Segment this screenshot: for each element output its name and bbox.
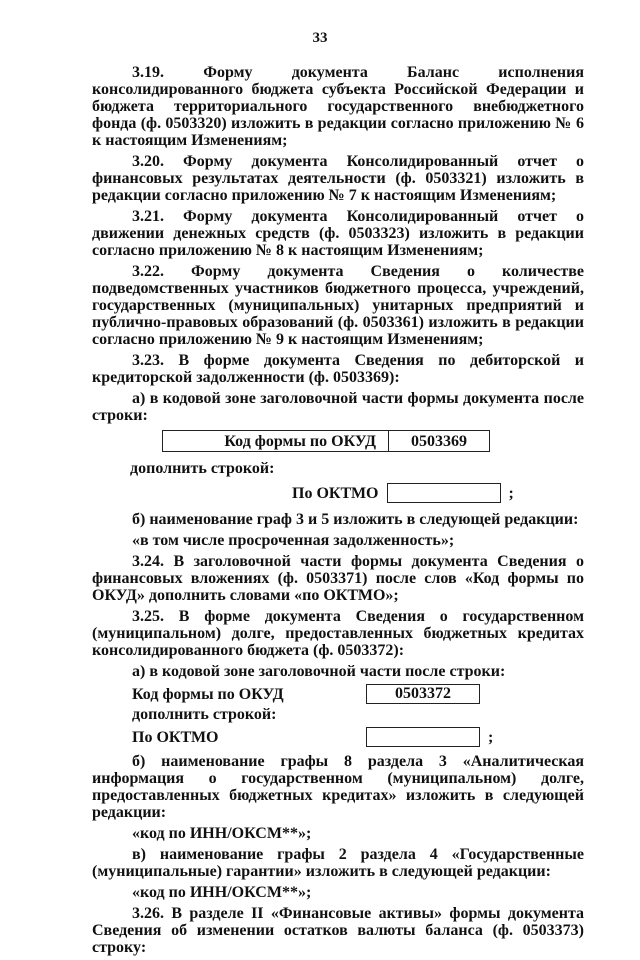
paragraph-3-23: 3.23. В форме документа Сведения по дебиторской и кредиторской задолженности (ф. 0503369): — [92, 352, 584, 386]
add-line-text-2: дополнить строкой: — [132, 706, 277, 723]
oktmo-row — [292, 483, 584, 503]
okud-code-box — [162, 430, 490, 452]
okud-code-value: 0503369 — [388, 431, 489, 451]
page-number: 33 — [312, 30, 328, 46]
oktmo-box — [387, 483, 501, 503]
oktmo-semicolon: ; — [508, 484, 514, 502]
okud-code-row-2 — [92, 684, 584, 704]
document-body — [92, 64, 584, 960]
paragraph-3-19: 3.19. Форму документа Баланс исполнения консолидированного бюджета субъекта Российской Федерации и бюджета территориального государственного внебюджетного фонда (ф. 0503320) изложить в редакции согласно приложению № 6 к настоящим Изменениям; — [92, 64, 584, 149]
add-line-text: дополнить строкой: — [130, 460, 275, 477]
oktmo-label-2: По ОКТМО — [132, 728, 219, 746]
okud-code-value-2: 0503372 — [366, 684, 480, 704]
paragraph-3-23-b: б) наименование граф 3 и 5 изложить в следующей редакции: — [132, 511, 579, 528]
paragraph-3-25: 3.25. В форме документа Сведения о государственном (муниципальном) долге, предоставленных бюджетных кредитах консолидированного бюджета (ф. 0503372): — [92, 608, 584, 659]
paragraph-3-22: 3.22. Форму документа Сведения о количестве подведомственных участников бюджетного процесса, учреждений, государственных (муниципальных) унитарных предприятий и публично-правовых образований (ф. 0503361) изложить в редакции согласно приложению № 9 к настоящим Изменениям; — [92, 263, 584, 348]
okud-code-label: Код формы по ОКУД — [224, 432, 376, 450]
oktmo-label: По ОКТМО — [292, 484, 379, 502]
paragraph-3-24: 3.24. В заголовочной части формы документа Сведения о финансовых вложениях (ф. 0503371) после слов «Код формы по ОКУД» дополнить словами «по ОКТМО»; — [92, 553, 584, 604]
paragraph-3-25-b-quote: «код по ИНН/ОКСМ**»; — [132, 825, 312, 842]
okud-code-row — [92, 430, 584, 452]
paragraph-3-25-b: б) наименование графы 8 раздела 3 «Аналитическая информация о государственном (муниципальном) долге, предоставленных бюджетных кредитах» изложить в следующей редакции: — [92, 753, 584, 821]
paragraph-3-23-a: а) в кодовой зоне заголовочной части формы документа после строки: — [92, 390, 584, 424]
oktmo-semicolon-2: ; — [488, 728, 494, 746]
oktmo-box-2 — [366, 727, 480, 747]
paragraph-3-20: 3.20. Форму документа Консолидированный отчет о финансовых результатах деятельности (ф. 0503321) изложить в редакции согласно приложению № 7 к настоящим Изменениям; — [92, 153, 584, 204]
paragraph-3-25-c: в) наименование графы 2 раздела 4 «Государственные (муниципальные) гарантии» изложить в следующей редакции: — [92, 846, 584, 880]
paragraph-3-25-c-quote: «код по ИНН/ОКСМ**»; — [132, 884, 312, 901]
paragraph-3-23-b-quote: «в том числе просроченная задолженность»; — [132, 532, 455, 549]
okud-code-label-2: Код формы по ОКУД — [132, 685, 284, 703]
paragraph-3-26: 3.26. В разделе II «Финансовые активы» формы документа Сведения об изменении остатков валюты баланса (ф. 0503373) строку: — [92, 905, 584, 956]
oktmo-row-2 — [92, 727, 584, 747]
paragraph-3-25-a: а) в кодовой зоне заголовочной части после строки: — [132, 663, 506, 680]
paragraph-3-21: 3.21. Форму документа Консолидированный отчет о движении денежных средств (ф. 0503323) изложить в редакции согласно приложению № 8 к настоящим Изменениям; — [92, 208, 584, 259]
